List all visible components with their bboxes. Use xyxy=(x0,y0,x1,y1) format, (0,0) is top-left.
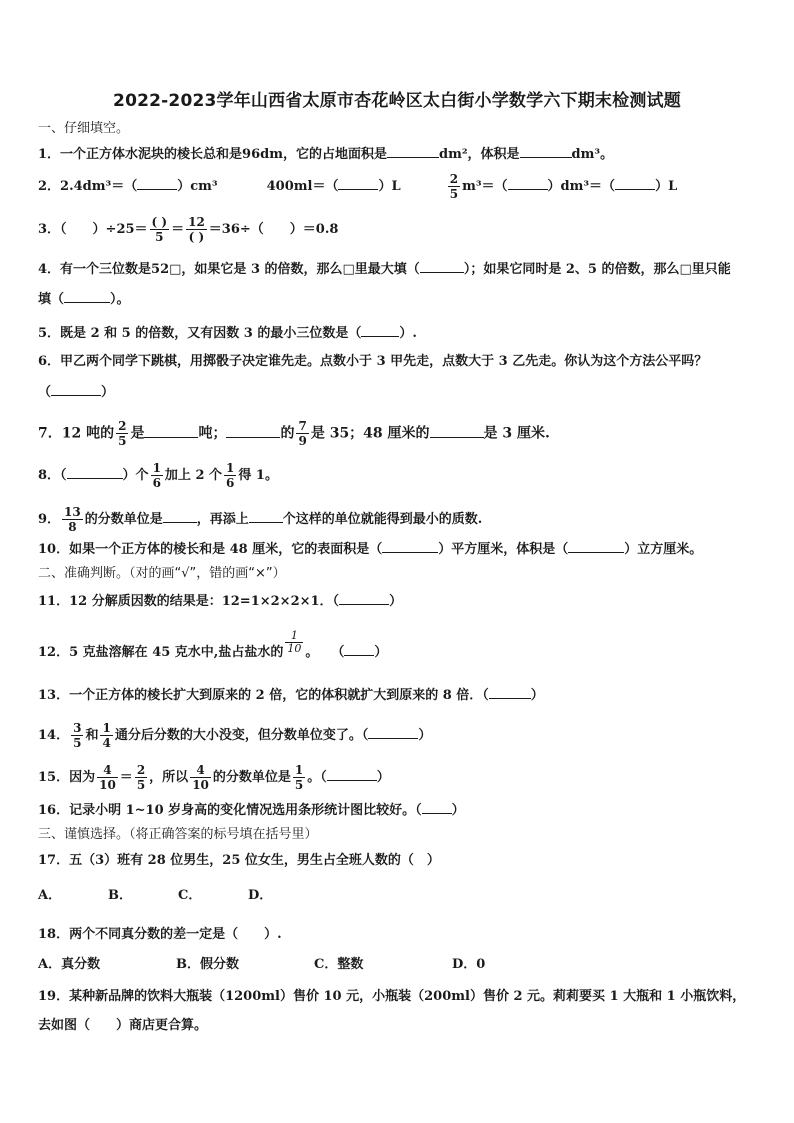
question-17 xyxy=(38,852,440,870)
q7-fraction-1: $\frac{2}{5}$ xyxy=(118,419,127,448)
question-13 xyxy=(38,686,544,705)
q18-option-b[interactable]: B．假分数 xyxy=(176,957,239,972)
q3-fraction-2: $\frac{12}{( )}$ xyxy=(188,215,205,244)
q7-fraction-2: $\frac{7}{9}$ xyxy=(298,419,307,448)
q9-fraction: $\frac{13}{8}$ xyxy=(64,505,81,534)
q18-option-a[interactable]: A．真分数 xyxy=(38,957,101,972)
q17-option-b[interactable]: B． xyxy=(108,888,132,903)
q7-text-e: 是 35；48 厘米的 xyxy=(310,425,430,442)
q2-blank-2[interactable] xyxy=(338,177,378,190)
q19-text-a: 19．某种新品牌的饮料大瓶装（1200ml）售价 10 元，小瓶装（200ml）售价 2 元。莉莉要买 1 大瓶和 1 小瓶饮料， xyxy=(38,989,746,1004)
q17-option-c[interactable]: C． xyxy=(178,888,202,903)
q4-text-a: 4．有一个三位数是52□，如果它是 3 的倍数，那么□里最大填（ xyxy=(38,262,420,277)
q7-blank-2[interactable] xyxy=(226,425,280,438)
question-7 xyxy=(38,419,550,448)
q6-text-a: 6．甲乙两个同学下跳棋，用掷骰子决定谁先走。点数小于 3 甲先走，点数大于 3 乙先走。你认为这个方法公平吗？ xyxy=(38,354,708,369)
q2-blank-1[interactable] xyxy=(137,177,177,190)
q4-text-d: ）。 xyxy=(110,292,130,307)
question-18 xyxy=(38,926,282,944)
question-14 xyxy=(38,721,431,750)
q11-text-a: 11．12 分解质因数的结果是：12=1×2×2×1．（ xyxy=(38,594,340,609)
q3-text-a: 3．（ ）÷25＝ xyxy=(38,222,148,237)
q10-text-a: 10．如果一个正方体的棱长和是 48 厘米，它的表面积是（ xyxy=(38,542,383,557)
q17-option-d[interactable]: D． xyxy=(248,888,273,903)
q14-text-d: ） xyxy=(418,728,432,743)
q11-text-b: ） xyxy=(389,594,403,609)
section-1-heading: 一、仔细填空。 xyxy=(38,121,130,136)
question-4-line-2 xyxy=(38,290,130,309)
q2-fraction: $\frac{2}{5}$ xyxy=(449,172,459,201)
question-8 xyxy=(38,461,278,490)
q17-text-a: 17．五（3）班有 28 位男生，25 位女生，男生占全班人数的（ ） xyxy=(38,853,440,868)
section-3-heading: 三、谨慎选择。（将正确答案的标号填在括号里） xyxy=(38,827,318,842)
q9-blank-2[interactable] xyxy=(249,510,283,523)
q3-text-b: ＝36÷（ ）＝0.8 xyxy=(208,222,339,237)
q13-text-a: 13．一个正方体的棱长扩大到原来的 2 倍，它的体积就扩大到原来的 8 倍．（ xyxy=(38,688,489,703)
q3-equals: ＝ xyxy=(171,222,185,237)
question-11 xyxy=(38,592,402,611)
q7-text-a: 7．12 吨的 xyxy=(38,425,115,442)
q9-text-c: ，再添上 xyxy=(196,512,249,527)
q12-text-b: 。 （ xyxy=(305,645,345,660)
q13-text-b: ） xyxy=(530,688,544,703)
q6-text-c: ） xyxy=(101,385,115,400)
question-6-line-2 xyxy=(38,383,114,402)
q14-text-c: 通分后分数的大小没变，但分数单位变了。（ xyxy=(114,728,369,743)
q7-blank-3[interactable] xyxy=(430,425,484,438)
q2-blank-3[interactable] xyxy=(508,177,548,190)
question-15 xyxy=(38,763,390,792)
q18-text-a: 18．两个不同真分数的差一定是（ ）. xyxy=(38,927,282,942)
q12-blank-1[interactable] xyxy=(344,643,374,656)
q2-text-h: ）L xyxy=(655,179,678,194)
q8-blank-1[interactable] xyxy=(67,466,123,479)
q6-blank-1[interactable] xyxy=(51,383,101,396)
question-5 xyxy=(38,324,417,343)
q15-text-e: ） xyxy=(376,770,390,785)
q14-blank-1[interactable] xyxy=(368,726,418,739)
q7-text-d: 的 xyxy=(280,425,295,442)
q8-text-d: 得 1。 xyxy=(238,468,278,483)
question-2 xyxy=(38,172,677,201)
question-1 xyxy=(38,145,613,164)
q15-equals: ＝ xyxy=(119,770,133,785)
q8-text-b: ）个 xyxy=(122,468,149,483)
q15-fraction-4: $\frac{1}{5}$ xyxy=(294,763,304,792)
q15-fraction-1: $\frac{4}{10}$ xyxy=(99,763,116,792)
q6-text-b: （ xyxy=(38,385,52,400)
q14-text-b: 和 xyxy=(85,728,99,743)
q9-text-a: 9． xyxy=(38,512,61,527)
q12-fraction: $\frac{1}{10}$ xyxy=(287,629,302,655)
q8-fraction-1: $\frac{1}{6}$ xyxy=(152,461,161,490)
q15-fraction-2: $\frac{2}{5}$ xyxy=(136,763,146,792)
q13-blank-1[interactable] xyxy=(489,686,531,699)
q8-fraction-2: $\frac{1}{6}$ xyxy=(226,461,235,490)
q1-blank-1[interactable] xyxy=(387,145,439,158)
q1-text-c: dm³。 xyxy=(571,147,614,162)
question-3 xyxy=(38,215,338,244)
q14-fraction-1: $\frac{3}{5}$ xyxy=(73,721,82,750)
question-9 xyxy=(38,505,482,534)
q1-text-a: 1．一个正方体水泥块的棱长总和是96dm，它的占地面积是 xyxy=(38,147,387,162)
q15-text-a: 15．因为 xyxy=(38,770,96,785)
q3-fraction-1: $\frac{( )}{5}$ xyxy=(151,215,168,244)
q16-text-b: ） xyxy=(451,803,465,818)
q5-blank-1[interactable] xyxy=(361,324,399,337)
q18-option-d[interactable]: D．0 xyxy=(452,957,486,972)
q2-text-c: 400ml＝（ xyxy=(266,179,339,194)
q9-text-b: 的分数单位是 xyxy=(84,512,163,527)
q10-text-b: ）平方厘米，体积是（ xyxy=(438,542,569,557)
q8-text-c: 加上 2 个 xyxy=(164,468,223,483)
q7-text-b: 是 xyxy=(130,425,145,442)
q16-text-a: 16．记录小明 1~10 岁身高的变化情况选用条形统计图比较好。（ xyxy=(38,803,422,818)
question-12 xyxy=(38,629,388,665)
q2-text-a: 2．2.4dm³＝（ xyxy=(38,179,138,194)
q15-fraction-3: $\frac{4}{10}$ xyxy=(192,763,209,792)
q7-blank-1[interactable] xyxy=(144,425,198,438)
question-4-line-1 xyxy=(38,260,731,279)
q15-text-d: 。（ xyxy=(307,770,327,785)
q14-fraction-2: $\frac{1}{4}$ xyxy=(102,721,111,750)
q2-text-e: m³＝（ xyxy=(462,179,508,194)
q10-text-c: ）立方厘米。 xyxy=(624,542,703,557)
question-19-line-1 xyxy=(38,988,745,1006)
q19-text-b: 去如图（ ）商店更合算。 xyxy=(38,1018,208,1033)
q2-text-d: ）L xyxy=(378,179,401,194)
q4-text-c: 填（ xyxy=(38,292,65,307)
q15-text-c: 的分数单位是 xyxy=(212,770,291,785)
q7-text-c: 吨； xyxy=(198,425,227,442)
q9-blank-1[interactable] xyxy=(163,510,197,523)
question-18-options xyxy=(38,956,512,974)
q4-blank-2[interactable] xyxy=(64,290,110,303)
q2-text-b: ）cm³ xyxy=(177,179,218,194)
q2-text-g: ）dm³＝（ xyxy=(547,179,616,194)
q14-text-a: 14． xyxy=(38,728,70,743)
q11-blank-1[interactable] xyxy=(339,592,389,605)
q15-blank-1[interactable] xyxy=(327,768,377,781)
q10-blank-2[interactable] xyxy=(568,540,624,553)
q17-option-a[interactable]: A． xyxy=(38,888,62,903)
q18-option-c[interactable]: C．整数 xyxy=(314,957,364,972)
q2-blank-4[interactable] xyxy=(615,177,655,190)
q10-blank-1[interactable] xyxy=(382,540,438,553)
q9-text-d: 个这样的单位就能得到最小的质数. xyxy=(282,512,483,527)
question-17-options xyxy=(38,887,318,905)
q15-text-b: ，所以 xyxy=(149,770,189,785)
q7-text-g: 是 3 厘米. xyxy=(483,425,550,442)
q5-text-b: ）. xyxy=(399,326,417,341)
q8-text-a: 8．（ xyxy=(38,468,67,483)
q16-blank-1[interactable] xyxy=(422,801,452,814)
q1-text-b: dm²，体积是 xyxy=(438,147,520,162)
question-6-line-1 xyxy=(38,353,707,371)
question-19-line-2 xyxy=(38,1017,207,1035)
question-16 xyxy=(38,801,465,820)
q12-text-a: 12．5 克盐溶解在 45 克水中,盐占盐水的 xyxy=(38,645,284,660)
question-10 xyxy=(38,540,702,559)
q12-text-c: ） xyxy=(374,645,388,660)
q5-text-a: 5．既是 2 和 5 的倍数，又有因数 3 的最小三位数是（ xyxy=(38,326,362,341)
q4-blank-1[interactable] xyxy=(420,260,464,273)
q4-text-b: ）；如果它同时是 2、5 的倍数，那么□里只能 xyxy=(463,262,731,277)
section-2-heading: 二、准确判断。（对的画“√”，错的画“×”） xyxy=(38,566,286,581)
page-title: 2022-2023学年山西省太原市杏花岭区太白街小学数学六下期末检测试题 xyxy=(113,91,681,111)
q1-blank-2[interactable] xyxy=(520,145,572,158)
